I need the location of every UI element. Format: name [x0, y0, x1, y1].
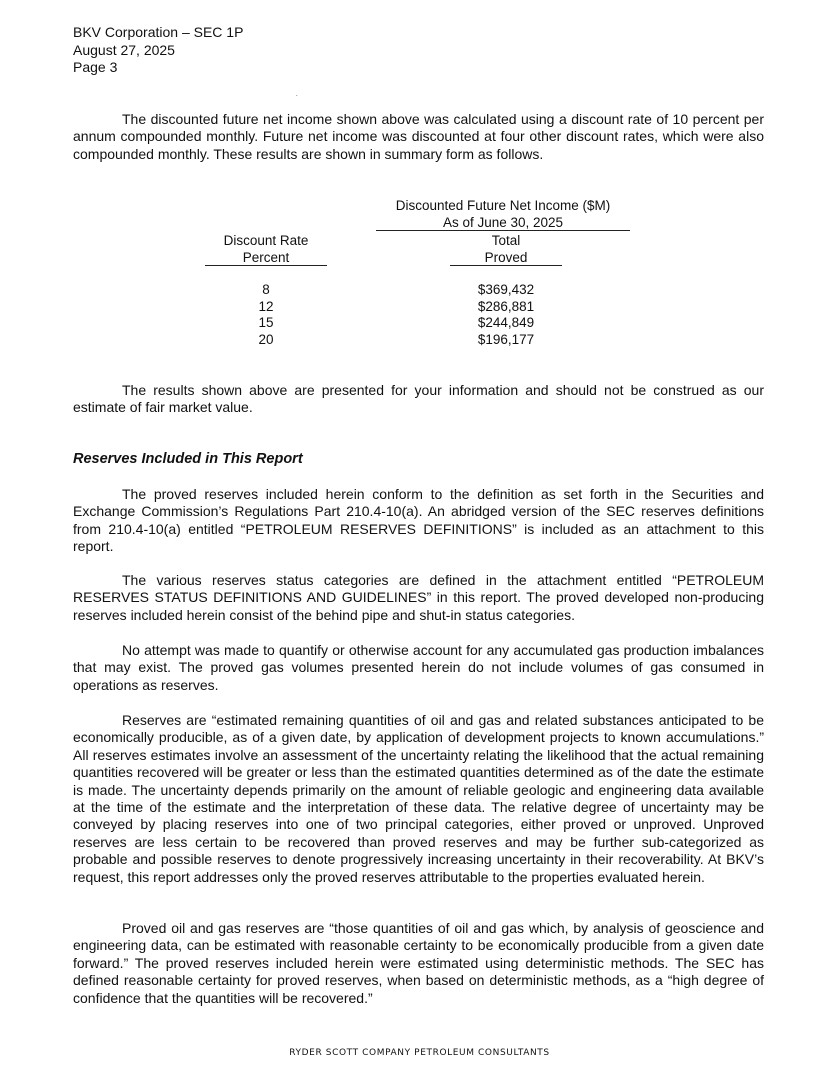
paragraph-definitions: The proved reserves included herein conform to the definition as set forth in the Securities and Exchange Commission’s Regulations Part 210.4-10(a). An abridged version of the SEC reserves definitions from 210.4-10(a) entitled “PETROLEUM RESERVES DEFINITIONS” is included as an attachment to this report.	[73, 486, 764, 555]
col1-header-line1: Discount Rate	[223, 233, 309, 248]
intro-paragraph: The discounted future net income shown above was calculated using a discount rate of 10 percent per annum compounded monthly. Future net income was discounted at four other discount rates, which were also compounded monthly. These results are shown in summary form as follows.	[73, 111, 764, 162]
col2-underline	[450, 265, 562, 266]
total-proved-column	[450, 282, 562, 348]
header-date: August 27, 2025	[73, 41, 175, 58]
col1-underline	[205, 265, 327, 266]
results-paragraph: The results shown above are presented for your information and should not be construed as our estimate of fair market value.	[73, 382, 764, 416]
col-header-discount-rate	[205, 233, 327, 266]
discount-rate-column	[205, 282, 327, 348]
table-group-header-line2: As of June 30, 2025	[442, 214, 564, 230]
table-row-rate: 20	[258, 331, 274, 347]
group-header-underline	[376, 230, 630, 231]
col2-header-line2: Proved	[484, 249, 528, 265]
header-page-number: Page 3	[73, 59, 118, 75]
table-row-rate: 8	[262, 282, 270, 297]
col1-header-line2: Percent	[242, 249, 290, 265]
table-row-value: $286,881	[477, 298, 535, 314]
header-company: BKV Corporation – SEC 1P	[73, 24, 244, 40]
paragraph-reserves-definition: Reserves are “estimated remaining quantities of oil and gas and related substances anticipated to be economically producible, as of a given date, by application of development projects to known accumulations.” All reserves estimates involve an assessment of the uncertainty relating the likelihood that the actual remaining quantities recovered will be greater or less than the estimated quantities determined as of the date the estimate is made. The uncertainty depends primarily on the amount of reliable geologic and engineering data available at the time of the estimate and the interpretation of these data. The relative degree of uncertainty may be conveyed by placing reserves into one of two principal categories, either proved or unproved. Unproved reserves are less certain to be recovered than proved reserves and may be further sub-categorized as probable and possible reserves to denote progressively increasing uncertainty in their recoverability. At BKV’s request, this report addresses only the proved reserves attributable to the properties evaluated herein.	[73, 712, 764, 885]
paragraph-gas-imbalances: No attempt was made to quantify or otherwise account for any accumulated gas production imbalances that may exist. The proved gas volumes presented herein do not include volumes of gas consumed in operations as reserves.	[73, 642, 764, 693]
table-row-value: $369,432	[477, 282, 535, 297]
paragraph-status-categories: The various reserves status categories are defined in the attachment entitled “PETROLEUM RESERVES STATUS DEFINITIONS AND GUIDELINES” in this report. The proved developed non-producing reserves included herein consist of the behind pipe and shut-in status categories.	[73, 572, 764, 623]
col2-header-line1: Total	[491, 233, 521, 248]
section-heading: Reserves Included in This Report	[73, 451, 303, 467]
table-row-value: $196,177	[477, 331, 535, 347]
paragraph-proved-reserves: Proved oil and gas reserves are “those quantities of oil and gas which, by analysis of geoscience and engineering data, can be estimated with reasonable certainty to be economically producible from a given date forward.” The proved reserves included herein were estimated using deterministic methods. The SEC has defined reasonable certainty for proved reserves, when based on deterministic methods, as a “high degree of confidence that the quantities will be recovered.”	[73, 920, 764, 1006]
table-row-value: $244,849	[477, 315, 535, 331]
footer-company-name: RYDER SCOTT COMPANY PETROLEUM CONSULTANTS	[289, 1048, 550, 1058]
letter-header	[73, 24, 243, 77]
table-group-header-line1: Discounted Future Net Income ($M)	[395, 198, 611, 213]
table-row-rate: 12	[258, 298, 274, 314]
stray-mark: .	[296, 92, 298, 98]
table-row-rate: 15	[258, 315, 274, 331]
table-group-header	[376, 198, 630, 231]
col-header-total-proved	[450, 233, 562, 266]
